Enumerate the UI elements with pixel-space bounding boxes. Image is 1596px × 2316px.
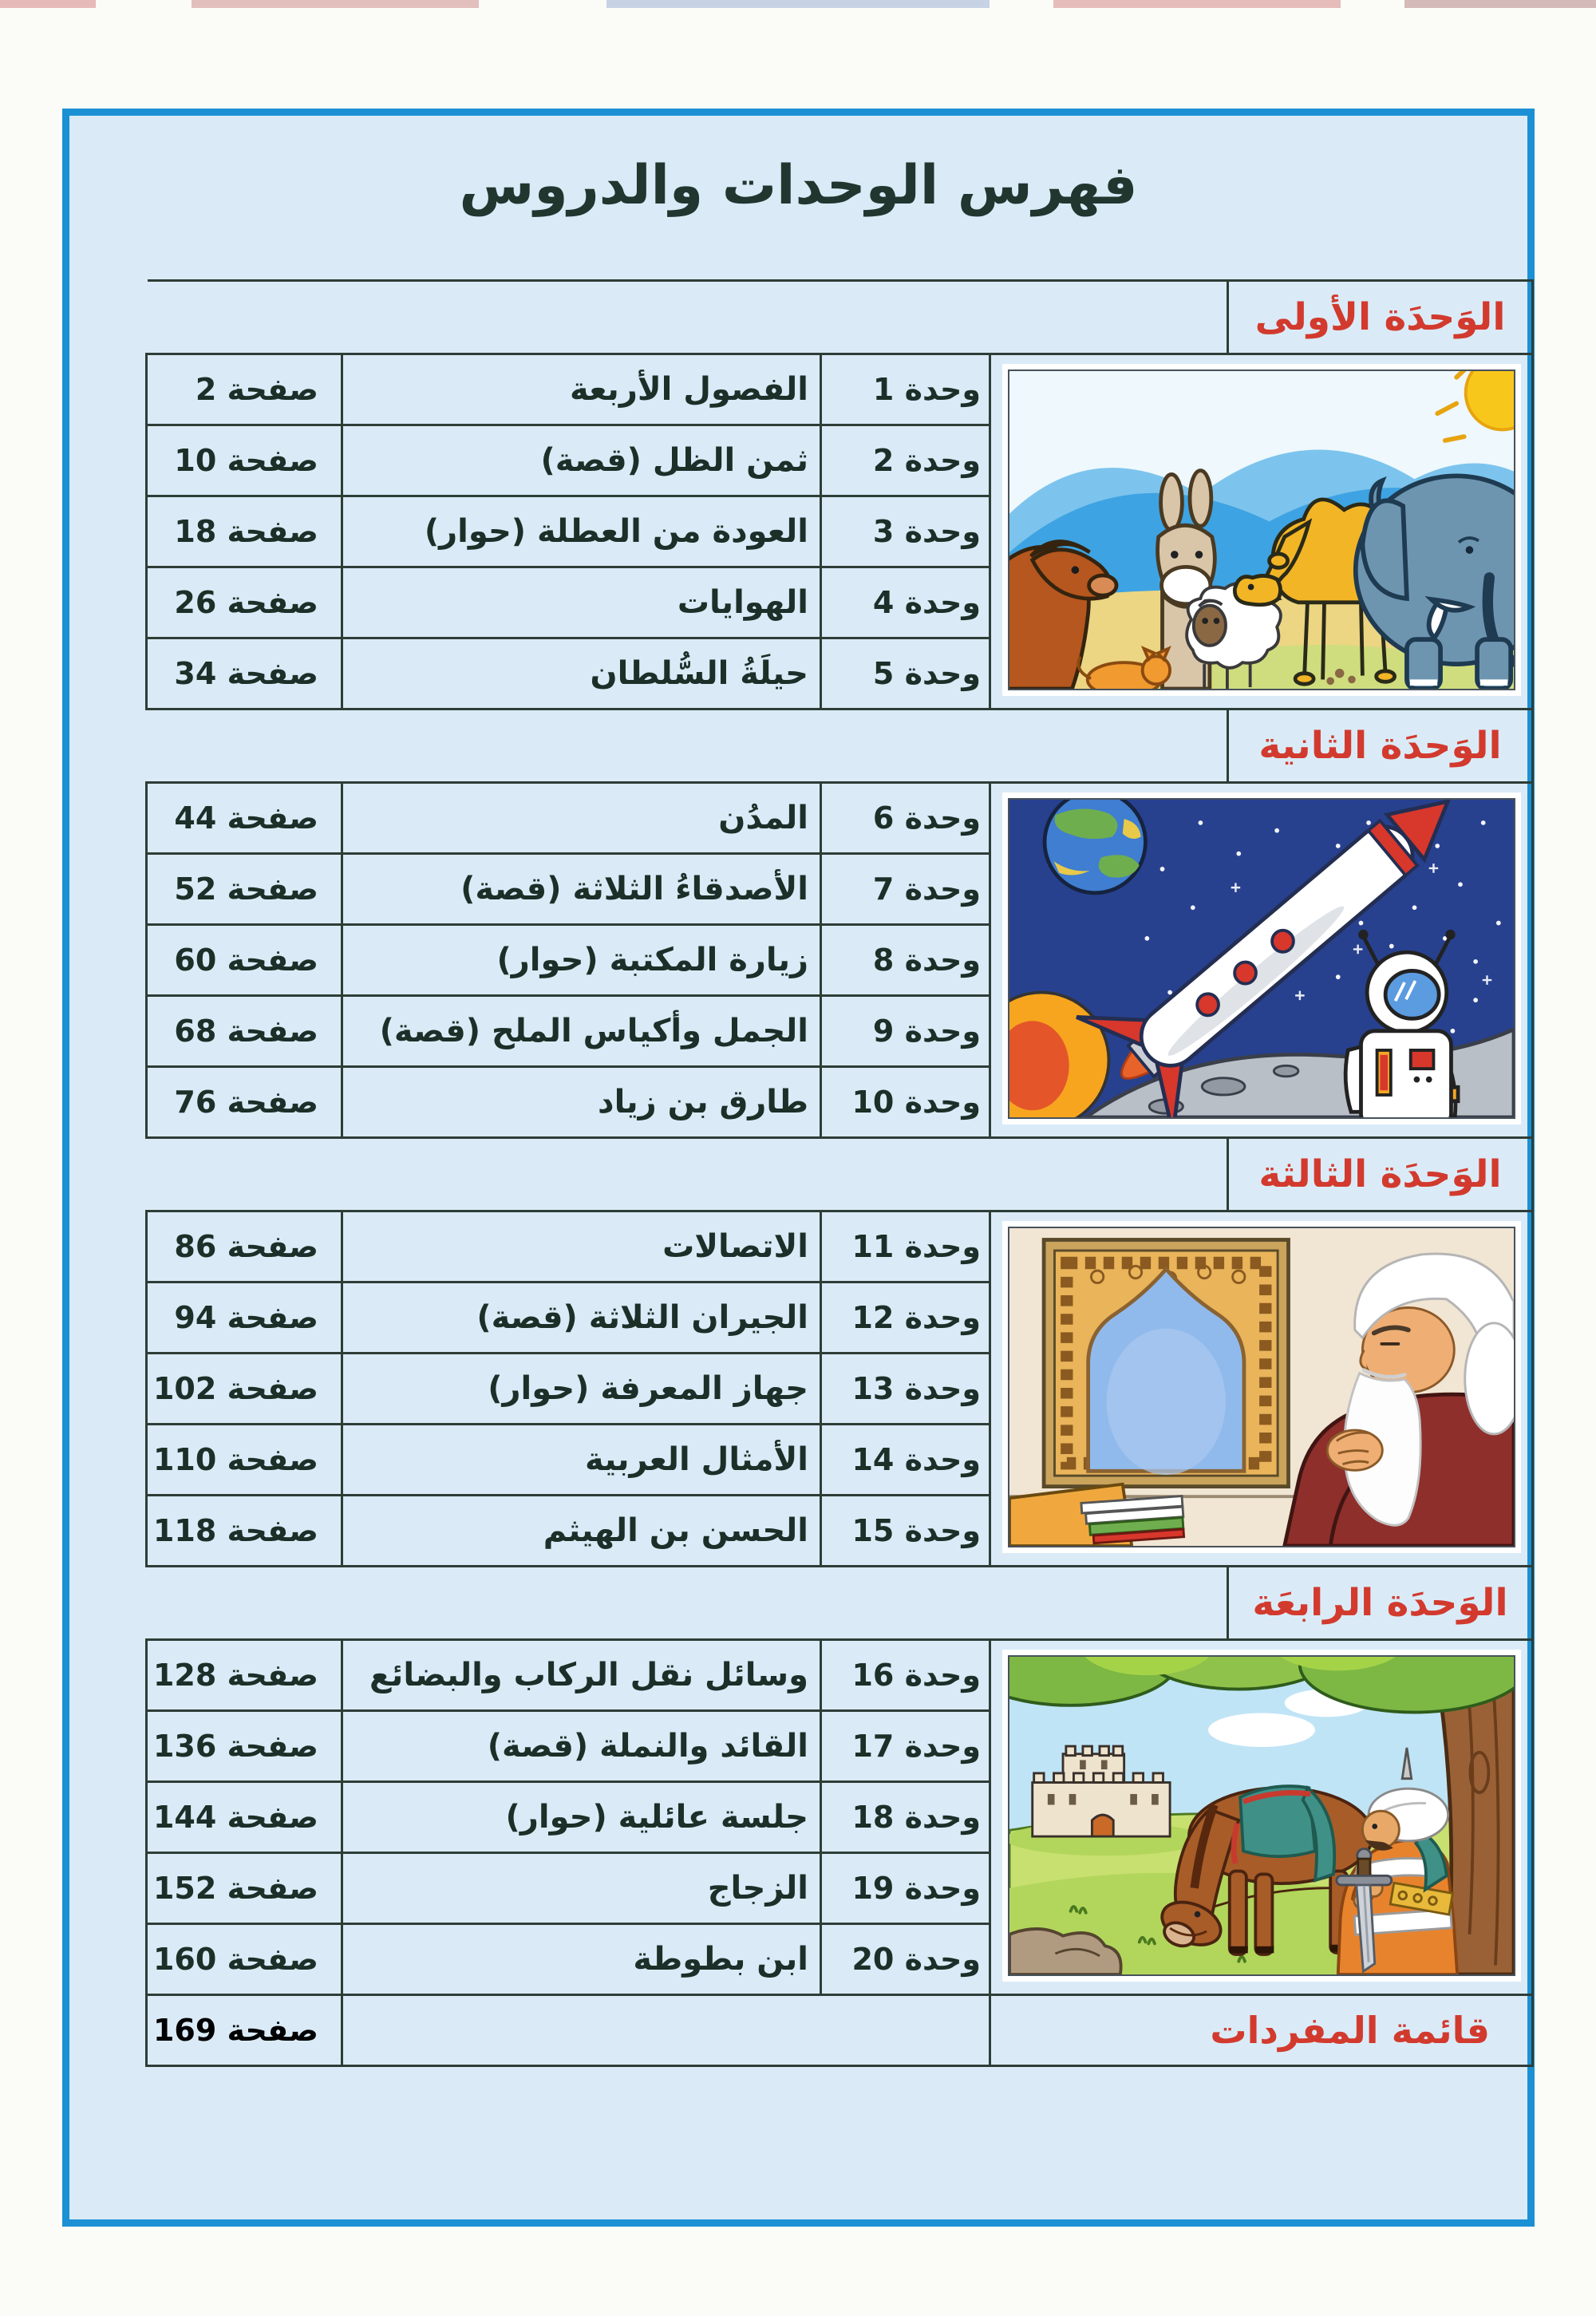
page-cell: صفحة 2 xyxy=(147,354,342,425)
unit-cell: وحدة 11 xyxy=(821,1211,990,1282)
unit-table xyxy=(145,781,1534,1139)
lesson-cell: الزجاج xyxy=(342,1853,821,1924)
section-header: الوَحدَة الثانية xyxy=(1227,710,1534,781)
unit-cell: وحدة 13 xyxy=(821,1354,990,1425)
lesson-cell: ابن بطوطة xyxy=(342,1924,821,1995)
section-header: الوَحدَة الثالثة xyxy=(1227,1139,1534,1210)
page-cell: صفحة 94 xyxy=(147,1282,342,1354)
page-cell: صفحة 18 xyxy=(147,496,342,567)
section-header-band xyxy=(148,1139,1534,1210)
section-header-band xyxy=(148,279,1534,353)
unit-cell: وحدة 20 xyxy=(821,1924,990,1995)
unit-cell: وحدة 10 xyxy=(821,1067,990,1138)
page-cell: صفحة 118 xyxy=(147,1496,342,1567)
unit-cell: وحدة 1 xyxy=(821,354,990,425)
lesson-cell: الجمل وأكياس الملح (قصة) xyxy=(342,996,821,1067)
page-cell: صفحة 44 xyxy=(147,783,342,854)
lesson-cell: القائد والنملة (قصة) xyxy=(342,1711,821,1782)
lesson-cell: جهاز المعرفة (حوار) xyxy=(342,1354,821,1425)
lesson-cell: الأصدقاءُ الثلاثة (قصة) xyxy=(342,854,821,925)
lesson-cell: الجيران الثلاثة (قصة) xyxy=(342,1282,821,1354)
page-cell: صفحة 160 xyxy=(147,1924,342,1995)
page-title: فهرس الوحدات والدروس xyxy=(459,154,1138,217)
unit-cell: وحدة 5 xyxy=(821,638,990,709)
table-row xyxy=(147,354,1533,425)
scholar-window-illustration xyxy=(1002,1221,1521,1553)
lesson-cell: الاتصالات xyxy=(342,1211,821,1282)
illustration-cell xyxy=(990,783,1533,1138)
page-cell: صفحة 136 xyxy=(147,1711,342,1782)
page-cell: صفحة 128 xyxy=(147,1640,342,1711)
page-cell: صفحة 169 xyxy=(147,1995,342,2066)
page-cell: صفحة 76 xyxy=(147,1067,342,1138)
empty-cell xyxy=(342,1995,990,2066)
page-cell: صفحة 60 xyxy=(147,925,342,996)
table-row xyxy=(147,1640,1533,1711)
page-cell: صفحة 152 xyxy=(147,1853,342,1924)
page-cell: صفحة 34 xyxy=(147,638,342,709)
traveler-horse-illustration xyxy=(1002,1650,1521,1982)
table-of-contents xyxy=(148,279,1534,2067)
lesson-cell: طارق بن زياد xyxy=(342,1067,821,1138)
unit-table xyxy=(145,1210,1534,1567)
lesson-cell: وسائل نقل الركاب والبضائع xyxy=(342,1640,821,1711)
illustration-cell xyxy=(990,354,1533,709)
unit-cell: وحدة 9 xyxy=(821,996,990,1067)
table-row xyxy=(147,1995,1533,2066)
scan-artifact-strip xyxy=(0,0,1596,8)
unit-cell: وحدة 18 xyxy=(821,1782,990,1853)
unit-cell: وحدة 15 xyxy=(821,1496,990,1567)
unit-cell: وحدة 12 xyxy=(821,1282,990,1354)
section-header: الوَحدَة الأولى xyxy=(1227,282,1534,353)
section-unit-4 xyxy=(148,1567,1534,1996)
unit-cell: وحدة 17 xyxy=(821,1711,990,1782)
table-row xyxy=(147,1211,1533,1282)
illustration-cell xyxy=(990,1211,1533,1567)
section-header: الوَحدَة الرابعَة xyxy=(1227,1567,1534,1638)
animals-desert-illustration xyxy=(1002,364,1521,696)
page-cell: صفحة 52 xyxy=(147,854,342,925)
page-cell: صفحة 26 xyxy=(147,567,342,638)
page-cell: صفحة 86 xyxy=(147,1211,342,1282)
unit-cell: وحدة 16 xyxy=(821,1640,990,1711)
lesson-cell: حيلَةُ السُّلطان xyxy=(342,638,821,709)
lesson-cell: زيارة المكتبة (حوار) xyxy=(342,925,821,996)
unit-table xyxy=(145,1638,1534,1996)
illustration-cell xyxy=(990,1640,1533,1995)
content-frame xyxy=(62,109,1535,2227)
page-cell: صفحة 68 xyxy=(147,996,342,1067)
unit-cell: وحدة 6 xyxy=(821,783,990,854)
page-cell: صفحة 102 xyxy=(147,1354,342,1425)
space-rocket-illustration xyxy=(1002,792,1521,1124)
unit-cell: وحدة 2 xyxy=(821,425,990,496)
vocabulary-row xyxy=(145,1994,1534,2067)
unit-table xyxy=(145,353,1534,710)
unit-cell: وحدة 7 xyxy=(821,854,990,925)
table-row xyxy=(147,783,1533,854)
lesson-cell: الأمثال العربية xyxy=(342,1425,821,1496)
page-cell: صفحة 10 xyxy=(147,425,342,496)
unit-cell: وحدة 19 xyxy=(821,1853,990,1924)
section-unit-1 xyxy=(148,279,1534,710)
vocabulary-label: قائمة المفردات xyxy=(990,1995,1533,2066)
lesson-cell: ثمن الظل (قصة) xyxy=(342,425,821,496)
page-cell: صفحة 110 xyxy=(147,1425,342,1496)
section-unit-2 xyxy=(148,710,1534,1139)
section-header-band xyxy=(148,1567,1534,1638)
section-header-band xyxy=(148,710,1534,781)
page-cell: صفحة 144 xyxy=(147,1782,342,1853)
lesson-cell: الفصول الأربعة xyxy=(342,354,821,425)
lesson-cell: الهوايات xyxy=(342,567,821,638)
lesson-cell: الحسن بن الهيثم xyxy=(342,1496,821,1567)
section-unit-3 xyxy=(148,1139,1534,1567)
unit-cell: وحدة 3 xyxy=(821,496,990,567)
unit-cell: وحدة 4 xyxy=(821,567,990,638)
lesson-cell: جلسة عائلية (حوار) xyxy=(342,1782,821,1853)
unit-cell: وحدة 8 xyxy=(821,925,990,996)
lesson-cell: العودة من العطلة (حوار) xyxy=(342,496,821,567)
unit-cell: وحدة 14 xyxy=(821,1425,990,1496)
lesson-cell: المدُن xyxy=(342,783,821,854)
